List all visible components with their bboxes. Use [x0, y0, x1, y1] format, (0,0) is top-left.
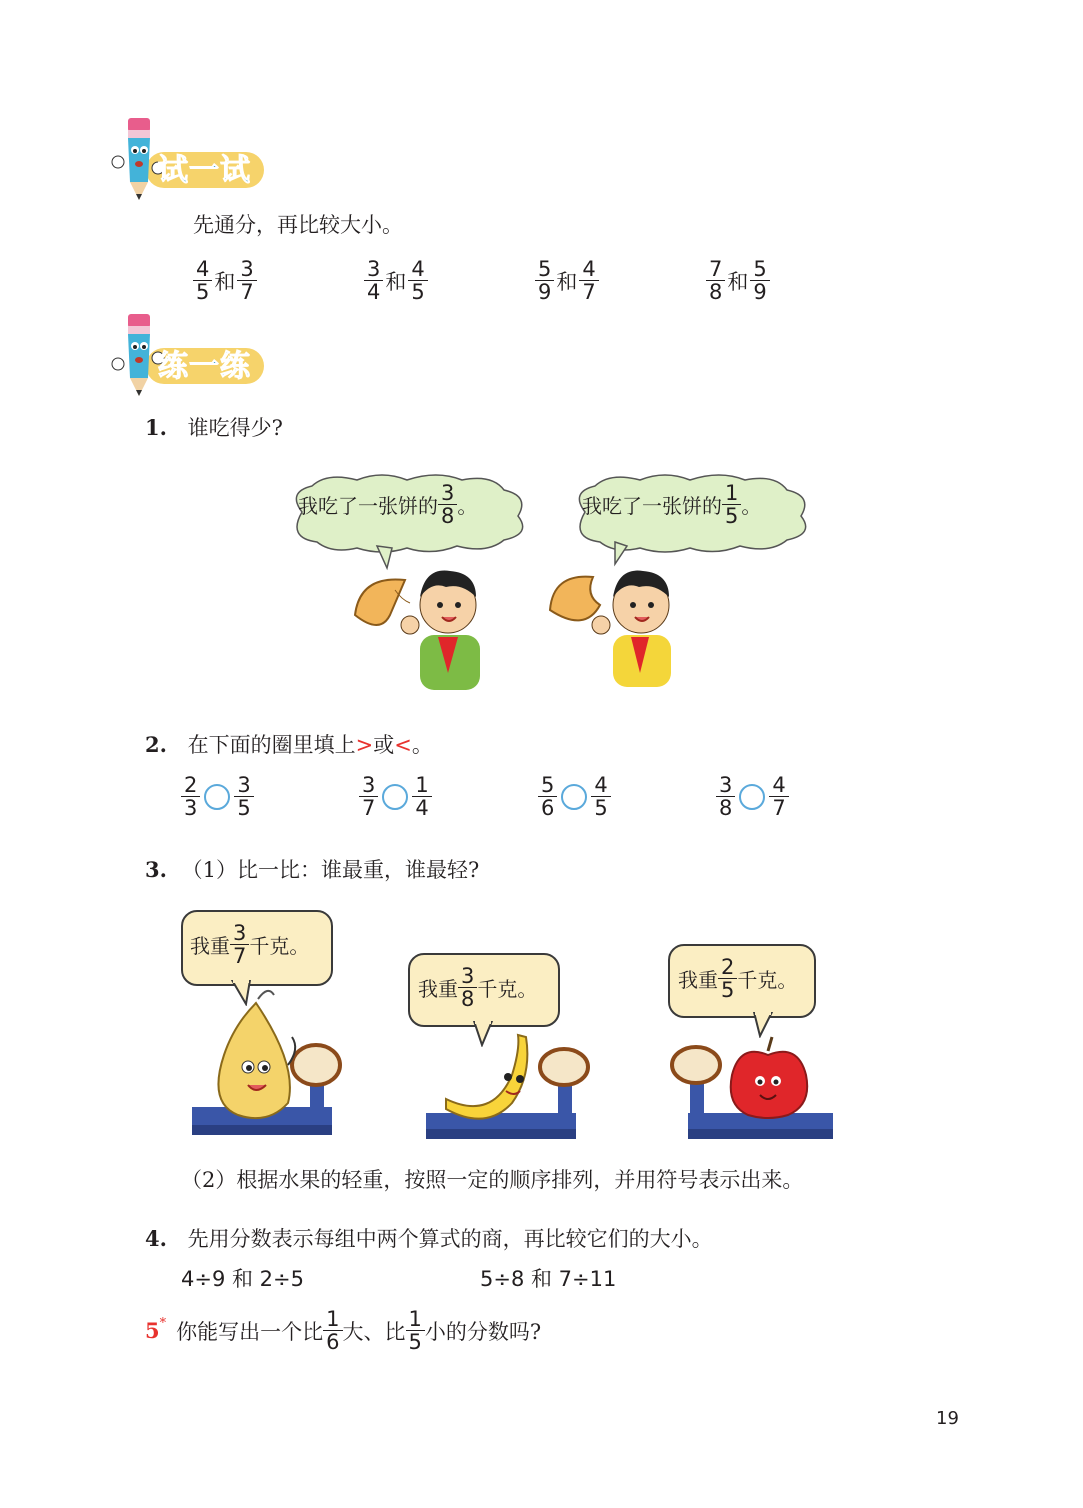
- speech-text-2: 我重 $\frac{3}{8}$ 千克。: [418, 964, 538, 1011]
- answer-circle[interactable]: [204, 784, 230, 810]
- try-pair-1: $\frac{4}{5}$ 和 $\frac{3}{7}$: [193, 258, 257, 303]
- compare-item-1: [181, 774, 254, 819]
- fraction: $\frac{5}{6}$: [538, 774, 557, 819]
- fraction: $\frac{4}{5}$: [591, 774, 610, 819]
- fraction: $\frac{3}{7}$: [230, 922, 249, 967]
- question-number: 1.: [145, 415, 167, 440]
- practice-title: 练一练: [158, 349, 251, 384]
- answer-circle[interactable]: [739, 784, 765, 810]
- question-1: [145, 414, 283, 442]
- boy-with-pancake-illustration: [545, 555, 680, 690]
- fraction: $\frac{5}{9}$: [750, 258, 769, 303]
- question-4: [145, 1225, 713, 1253]
- compare-item-4: [716, 774, 789, 819]
- fraction: $\frac{2}{3}$: [181, 774, 200, 819]
- try-instruction: 先通分，再比较大小。: [193, 213, 403, 237]
- question-number: 3.: [145, 857, 167, 882]
- apple-on-scale-illustration: [668, 1035, 838, 1143]
- question-3: [145, 856, 479, 884]
- fraction: $\frac{3}{8}$: [458, 965, 477, 1010]
- fraction: $\frac{3}{8}$: [438, 482, 457, 527]
- bubble-text-2: 我吃了一张饼的 $\frac{1}{5}$ 。: [582, 481, 762, 528]
- try-it-title: 试一试: [158, 153, 251, 188]
- try-pair-4: $\frac{7}{8}$ 和 $\frac{5}{9}$: [706, 258, 770, 303]
- fraction: $\frac{1}{6}$: [323, 1308, 342, 1353]
- less-than-symbol: <: [394, 733, 412, 757]
- greater-than-symbol: >: [355, 733, 374, 757]
- page-number: 19: [936, 1408, 959, 1429]
- try-it-banner: [108, 112, 268, 207]
- fraction: $\frac{2}{5}$: [718, 956, 737, 1001]
- question-3-part-2: （2）根据水果的轻重，按照一定的顺序排列，并用符号表示出来。: [181, 1168, 804, 1192]
- fraction: $\frac{4}{7}$: [579, 258, 598, 303]
- fraction: $\frac{4}{7}$: [769, 774, 788, 819]
- answer-circle[interactable]: [382, 784, 408, 810]
- practice-banner: [108, 308, 268, 403]
- fraction: $\frac{4}{5}$: [408, 258, 427, 303]
- try-pair-3: $\frac{5}{9}$ 和 $\frac{4}{7}$: [535, 258, 599, 303]
- fraction: $\frac{1}{4}$: [412, 774, 431, 819]
- question-2: 2. 在下面的圈里填上>或<。: [145, 732, 433, 757]
- question-number: 4.: [145, 1226, 167, 1251]
- question-3-part-1: （1）比一比：谁最重，谁最轻?: [181, 858, 480, 882]
- fraction: $\frac{3}{8}$: [716, 774, 735, 819]
- speech-text-3: 我重 $\frac{2}{5}$ 千克。: [678, 955, 798, 1002]
- question-text: 先用分数表示每组中两个算式的商，再比较它们的大小。: [187, 1227, 713, 1251]
- expression-group-1: 4÷9 和 2÷5: [181, 1267, 304, 1291]
- boy-with-pancake-illustration: [350, 555, 485, 690]
- expression-group-2: 5÷8 和 7÷11: [480, 1267, 617, 1291]
- compare-item-2: [359, 774, 432, 819]
- answer-circle[interactable]: [561, 784, 587, 810]
- pear-on-scale-illustration: [188, 985, 348, 1140]
- question-text: 谁吃得少?: [187, 416, 283, 440]
- question-number: 5: [145, 1318, 160, 1343]
- speech-text-1: 我重 $\frac{3}{7}$ 千克。: [190, 921, 310, 968]
- fraction: $\frac{3}{4}$: [364, 258, 383, 303]
- compare-item-3: [538, 774, 611, 819]
- bubble-text-1: 我吃了一张饼的 $\frac{3}{8}$ 。: [298, 481, 478, 528]
- fraction: $\frac{3}{5}$: [234, 774, 253, 819]
- fraction: $\frac{3}{7}$: [237, 258, 256, 303]
- banana-on-scale-illustration: [422, 1025, 590, 1143]
- question-5: 5 * 你能写出一个比 $\frac{1}{6}$ 大、比 $\frac{1}{5}$ 小的分数吗?: [145, 1307, 542, 1354]
- fraction: $\frac{7}{8}$: [706, 258, 725, 303]
- try-pair-2: $\frac{3}{4}$ 和 $\frac{4}{5}$: [364, 258, 428, 303]
- fraction: $\frac{4}{5}$: [193, 258, 212, 303]
- challenge-star: *: [159, 1316, 167, 1331]
- fraction: $\frac{1}{5}$: [406, 1308, 425, 1353]
- fraction: $\frac{5}{9}$: [535, 258, 554, 303]
- fraction: $\frac{1}{5}$: [722, 482, 741, 527]
- fraction: $\frac{3}{7}$: [359, 774, 378, 819]
- question-number: 2.: [145, 732, 167, 757]
